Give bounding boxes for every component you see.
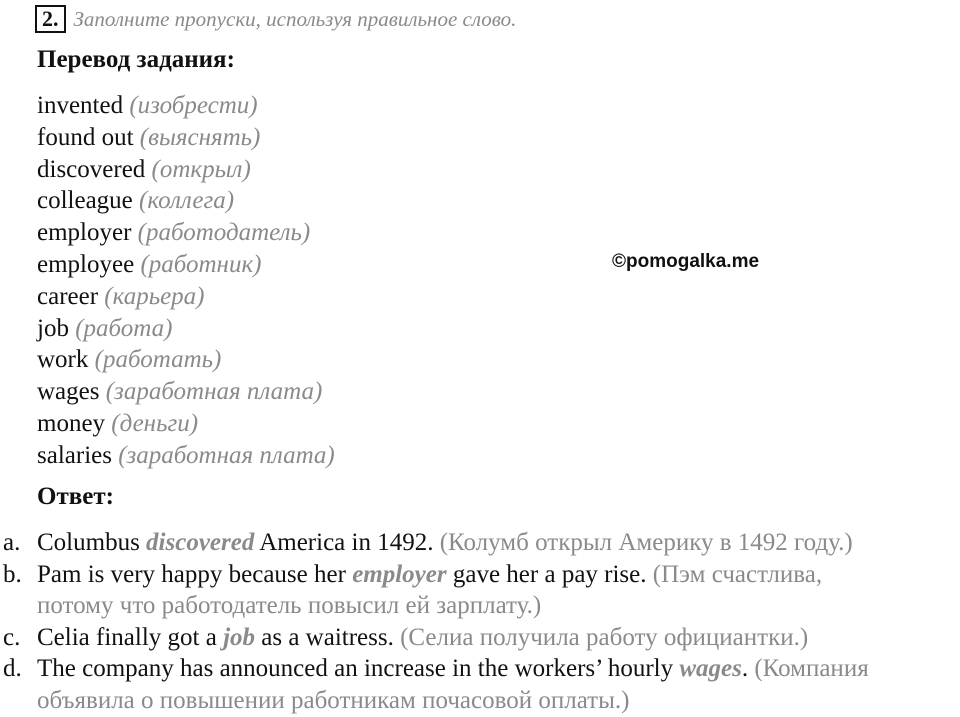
word-english: wages (37, 378, 100, 406)
answer-text: Pam is very happy because her (37, 560, 353, 588)
task-number: 2. (35, 5, 66, 33)
answer-item-c (0, 622, 960, 654)
word-english: found out (37, 123, 134, 151)
word-russian: (карьера) (104, 282, 205, 310)
word-english: work (37, 346, 89, 374)
answer-text: . (741, 655, 755, 682)
answer-letter: d. (3, 655, 22, 682)
word-russian: (открыл) (151, 155, 251, 183)
answer-text: gave her a pay rise. (446, 560, 653, 588)
answer-letter: b. (3, 560, 22, 588)
word-russian: (выяснять) (139, 123, 261, 151)
answer-text: Celia finally got a (37, 623, 224, 651)
word-english: invented (37, 92, 124, 119)
answer-heading: Ответ: (37, 483, 114, 510)
answer-letter: c. (3, 623, 21, 651)
answer-translation: (Компания (754, 655, 869, 682)
answer-translation: (Колумб открыл Америку в 1492 году.) (439, 529, 853, 556)
answer-text: America in 1492. (254, 529, 440, 556)
word-russian: (заработная плата) (118, 441, 335, 469)
word-english: job (37, 314, 69, 342)
word-item (37, 281, 335, 313)
answer-filled-word: employer (352, 560, 447, 588)
answer-filled-word: discovered (146, 529, 255, 556)
word-russian: (деньги) (111, 409, 199, 437)
word-english: employer (37, 219, 132, 247)
answer-filled-word: wages (679, 655, 742, 682)
word-item (37, 217, 335, 249)
word-russian: (заработная плата) (105, 378, 323, 406)
answer-translation: (Селиа получила работу официантки.) (400, 623, 809, 651)
answer-text: The company has announced an increase in the workers’ hourly (37, 655, 680, 682)
task-instruction: Заполните пропуски, используя правильное слово. (73, 6, 517, 31)
watermark: ©pomogalka.me (612, 251, 760, 272)
word-russian: (изобрести) (129, 92, 258, 119)
word-item (37, 185, 335, 217)
answer-translation-continued: объявила о повышении работникам почасовой оплаты.) (37, 686, 630, 714)
answer-text: Columbus (37, 529, 147, 556)
word-item (37, 313, 335, 345)
task-header (35, 4, 516, 34)
word-item (37, 122, 335, 154)
word-english: money (37, 409, 106, 437)
answer-item-a (0, 527, 960, 559)
word-item (37, 344, 335, 376)
answer-filled-word: job (223, 623, 256, 651)
answer-list (0, 527, 960, 716)
word-russian: (работодатель) (137, 219, 311, 247)
answer-item-d (0, 653, 960, 716)
answer-translation-continued: потому что работодатель повысил ей зарплату.) (37, 592, 542, 619)
word-english: salaries (37, 441, 112, 469)
word-item (37, 376, 335, 408)
answer-item-b (0, 559, 960, 622)
translation-heading: Перевод задания: (37, 46, 235, 73)
word-english: discovered (37, 155, 146, 183)
word-item (37, 408, 335, 440)
answer-translation: (Пэм счастлива, (652, 560, 823, 588)
word-item (37, 440, 335, 472)
word-russian: (работник) (140, 250, 262, 278)
answer-text: as a waitress. (255, 623, 401, 651)
word-item (37, 249, 335, 281)
word-english: colleague (37, 187, 133, 215)
word-english: career (37, 282, 99, 310)
word-item (37, 154, 335, 186)
answer-letter: a. (3, 529, 21, 556)
word-item (37, 90, 335, 122)
word-english: employee (37, 250, 135, 278)
word-russian: (работа) (75, 314, 173, 342)
word-russian: (коллега) (139, 187, 235, 215)
word-list (37, 90, 335, 472)
word-russian: (работать) (94, 346, 222, 374)
